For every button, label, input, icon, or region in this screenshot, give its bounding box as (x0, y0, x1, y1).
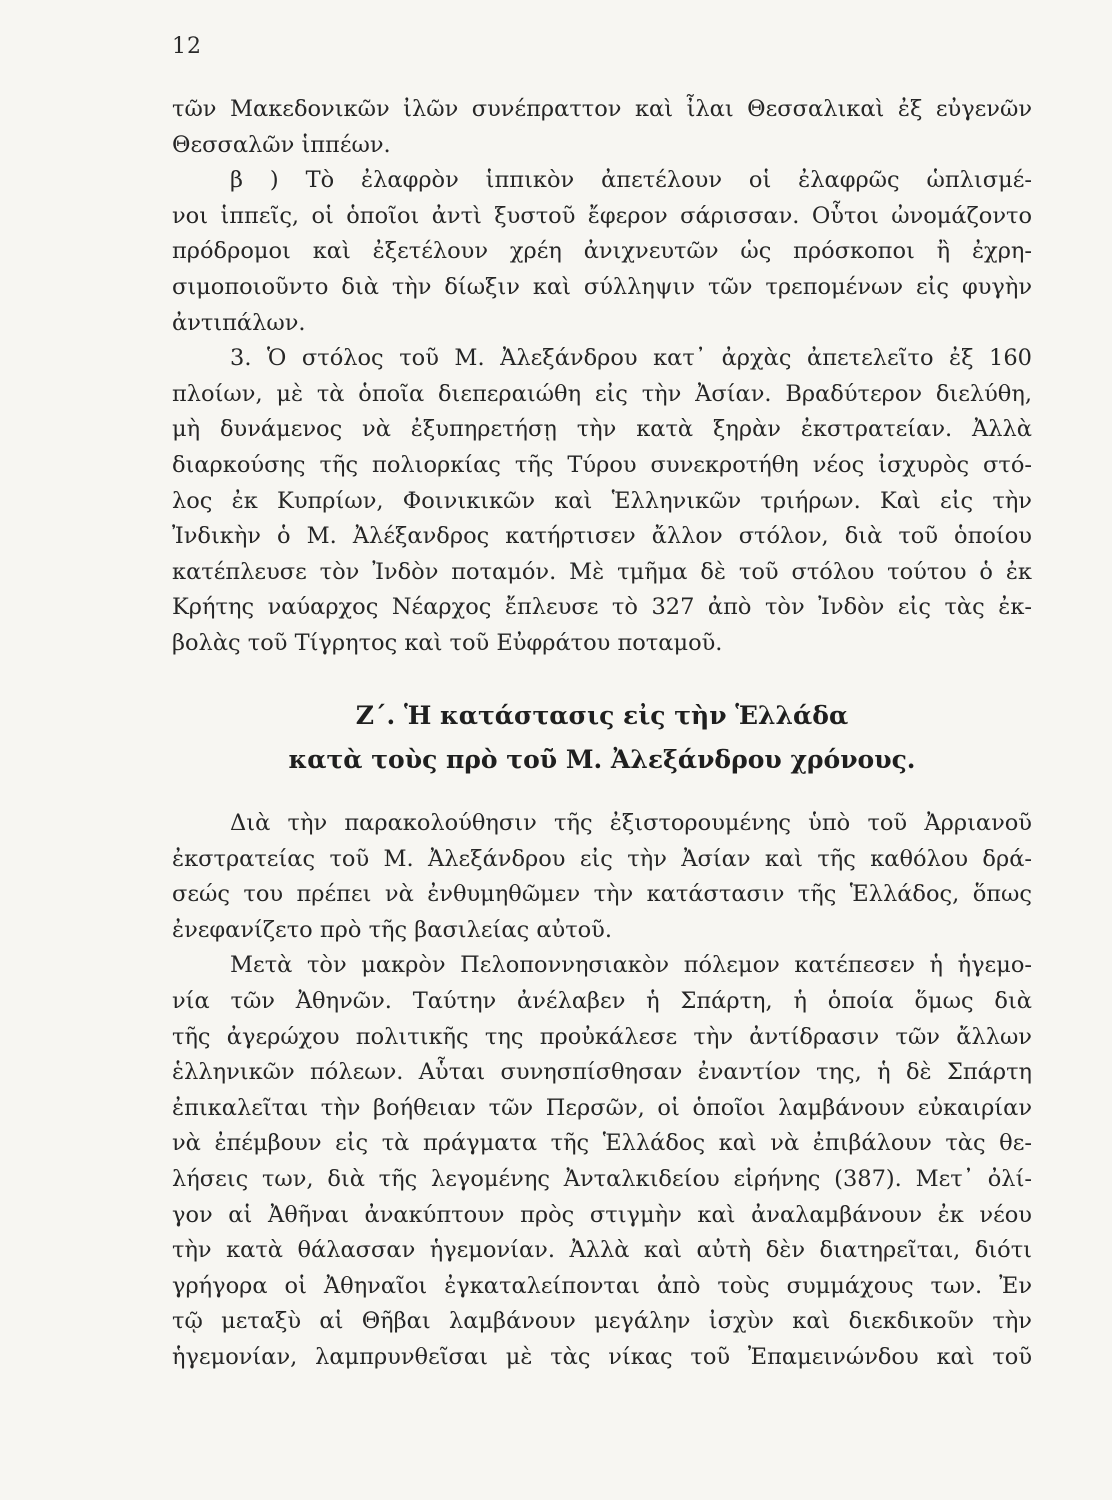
text-line: Διὰ τὴν παρακολούθησιν τῆς ἐξιστορουμένης ὑπὸ τοῦ Ἀρριανοῦ (230, 810, 1032, 836)
text-line: Κρήτης ναύαρχος Νέαρχος ἔπλευσε τὸ 327 ἀπὸ τὸν Ἰνδὸν εἰς τὰς ἐκ- (172, 594, 1032, 621)
text-line: νὰ ἐπέμβουν εἰς τὰ πράγματα τῆς Ἑλλάδος καὶ νὰ ἐπιβάλουν τὰς θε- (172, 1130, 1032, 1157)
text-line: τὴν κατὰ θάλασσαν ἡγεμονίαν. Ἀλλὰ καὶ αὐτὴ δὲν διατηρεῖται, διότι (172, 1237, 1032, 1264)
text-line: ἑλληνικῶν πόλεων. Αὗται συνησπίσθησαν ἐναντίον της, ἡ δὲ Σπάρτη (172, 1059, 1032, 1086)
section-1-text (172, 92, 1032, 662)
section-heading-line-1: Ζ΄. Ἡ κατάστασις εἰς τὴν Ἑλλάδα (355, 701, 849, 730)
text-line: πλοίων, μὲ τὰ ὁποῖα διεπεραιώθη εἰς τὴν Ἀσίαν. Βραδύτερον διελύθη, (172, 380, 1032, 407)
section-2-text (172, 806, 1032, 1376)
text-line: ἐπικαλεῖται τὴν βοήθειαν τῶν Περσῶν, οἱ ὁποῖοι λαμβάνουν εὐκαιρίαν (172, 1094, 1032, 1121)
text-line: λήσεις των, διὰ τῆς λεγομένης Ἀνταλκιδείου εἰρήνης (387). Μετ᾽ ὀλί- (172, 1165, 1032, 1192)
text-line: λος ἐκ Κυπρίων, Φοινικικῶν καὶ Ἑλληνικῶν τριήρων. Καὶ εἰς τὴν (172, 487, 1032, 514)
text-line: ἐκστρατείας τοῦ Μ. Ἀλεξάνδρου εἰς τὴν Ἀσίαν καὶ τῆς καθόλου δρά- (172, 845, 1032, 872)
text-line: μὴ δυνάμενος νὰ ἐξυπηρετήσῃ τὴν κατὰ ξηρὰν ἐκστρατείαν. Ἀλλὰ (172, 416, 1032, 443)
text-line: τῆς ἀγερώχου πολιτικῆς της προὐκάλεσε τὴν ἀντίδρασιν τῶν ἄλλων (172, 1023, 1032, 1050)
text-line: γον αἱ Ἀθῆναι ἀνακύπτουν πρὸς στιγμὴν καὶ ἀναλαμβάνουν ἐκ νέου (172, 1201, 1032, 1228)
text-line: νία τῶν Ἀθηνῶν. Ταύτην ἀνέλαβεν ἡ Σπάρτη, ἡ ὁποία ὅμως διὰ (172, 987, 1032, 1014)
text-line: διαρκούσης τῆς πολιορκίας τῆς Τύρου συνεκροτήθη νέος ἰσχυρὸς στό- (172, 451, 1032, 478)
text-line: πρόδρομοι καὶ ἐξετέλουν χρέη ἀνιχνευτῶν ὡς πρόσκοποι ἢ ἐχρη- (172, 238, 1032, 265)
section-heading-line-2: κατὰ τοὺς πρὸ τοῦ Μ. Ἀλεξάνδρου χρόνους. (288, 745, 916, 774)
text-line: σεώς του πρέπει νὰ ἐνθυμηθῶμεν τὴν κατάστασιν τῆς Ἑλλάδος, ὅπως (172, 881, 1032, 908)
text-line: 3. Ὁ στόλος τοῦ Μ. Ἀλεξάνδρου κατ᾽ ἀρχὰς ἀπετελεῖτο ἐξ 160 (230, 345, 1032, 372)
text-line: Μετὰ τὸν μακρὸν Πελοποννησιακὸν πόλεμον κατέπεσεν ἡ ἡγεμο- (230, 952, 1032, 979)
text-line: σιμοποιοῦντο διὰ τὴν δίωξιν καὶ σύλληψιν τῶν τρεπομένων εἰς φυγὴν (172, 273, 1032, 300)
text-line: Ἰνδικὴν ὁ Μ. Ἀλέξανδρος κατήρτισεν ἄλλον στόλον, διὰ τοῦ ὁποίου (172, 523, 1032, 550)
text-line: τῷ μεταξὺ αἱ Θῆβαι λαμβάνουν μεγάλην ἰσχὺν καὶ διεκδικοῦν τὴν (172, 1308, 1032, 1335)
text-line: βολὰς τοῦ Τίγρητος καὶ τοῦ Εὐφράτου ποταμοῦ. (172, 629, 723, 656)
text-line: ἡγεμονίαν, λαμπρυνθεῖσαι μὲ τὰς νίκας τοῦ Ἐπαμεινώνδου καὶ τοῦ (172, 1343, 1032, 1370)
text-line: κατέπλευσε τὸν Ἰνδὸν ποταμόν. Μὲ τμῆμα δὲ τοῦ στόλου τούτου ὁ ἐκ (172, 558, 1032, 585)
text-line: νοι ἱππεῖς, οἱ ὁποῖοι ἀντὶ ξυστοῦ ἔφερον σάρισσαν. Οὗτοι ὠνομάζοντο (172, 202, 1032, 229)
text-line: τῶν Μακεδονικῶν ἰλῶν συνέπραττον καὶ ἶλαι Θεσσαλικαὶ ἐξ εὐγενῶν (172, 96, 1032, 122)
page-number: 12 (172, 34, 202, 59)
text-line: Θεσσαλῶν ἱππέων. (172, 131, 391, 158)
text-line: ἀντιπάλων. (172, 309, 306, 336)
text-line: γρήγορα οἱ Ἀθηναῖοι ἐγκαταλείπονται ἀπὸ τοὺς συμμάχους των. Ἐν (172, 1272, 1032, 1299)
text-line: ἐνεφανίζετο πρὸ τῆς βασιλείας αὐτοῦ. (172, 916, 613, 943)
text-line: β ) Τὸ ἐλαφρὸν ἱππικὸν ἀπετέλουν οἱ ἐλαφρῶς ὡπλισμέ- (230, 167, 1032, 194)
